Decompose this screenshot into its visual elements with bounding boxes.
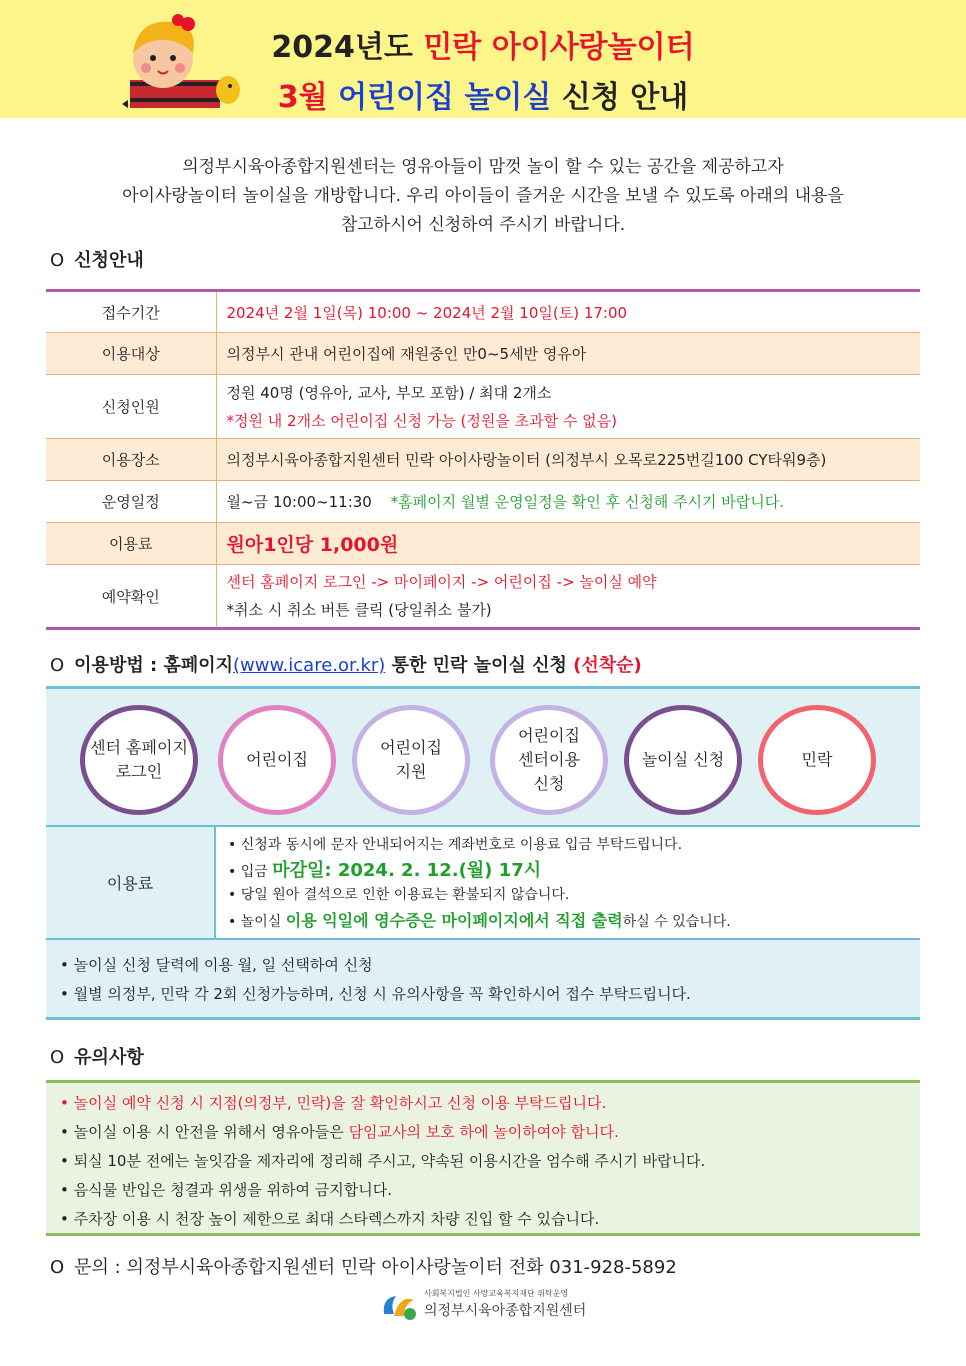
step-text: 어린이집 (246, 750, 308, 769)
caution-item: • 주차장 이용 시 천장 높이 제한으로 최대 스타렉스까지 차량 진입 할 수 있습니다. (60, 1210, 600, 1228)
banner-place: 민락 아이사랑놀이터 (423, 30, 695, 65)
row-value: 정원 40명 (영유아, 교사, 부모 포함) / 최대 2개소 (226, 383, 552, 402)
step-minrak (758, 705, 876, 815)
table-row (46, 333, 920, 375)
fee-item: • 당일 원아 결석으로 인한 이용료는 환불되지 않습니다. (228, 887, 570, 903)
application-heading-text: 신청안내 (74, 250, 144, 271)
row-label: 이용장소 (46, 439, 216, 481)
logo-subtitle: 사회복지법인 사랑교육복지재단 위탁운영 (424, 1289, 569, 1298)
row-label: 접수기간 (46, 291, 216, 333)
banner-title-line1 (0, 22, 966, 66)
table-row (46, 565, 920, 629)
contact-line (50, 1253, 677, 1279)
method-notes (60, 951, 691, 1009)
fee-item (228, 858, 920, 883)
step-playroom-apply (624, 705, 742, 815)
step-text: 센터이용 (518, 750, 580, 769)
step-login (80, 705, 198, 815)
banner-suffix: 신청 안내 (561, 80, 689, 115)
method-heading-prefix: 이용방법 : 홈페이지 (74, 655, 234, 676)
row-value-note: *취소 시 취소 버튼 클릭 (당일취소 불가) (226, 601, 492, 619)
caution-item-highlight: 담임교사의 보호 하에 놀이하여야 합니다. (348, 1123, 619, 1141)
caution-item (60, 1118, 920, 1147)
row-value: 원아1인당 1,000원 (216, 523, 920, 565)
method-note: • 놀이실 신청 달력에 이용 월, 일 선택하여 신청 (60, 956, 373, 974)
caution-heading (50, 1043, 144, 1069)
banner-month: 3월 (277, 80, 328, 115)
step-center-apply (490, 705, 608, 815)
row-label: 이용료 (46, 523, 216, 565)
fee-deadline: 마감일: 2024. 2. 12.(월) 17시 (272, 860, 542, 881)
fee-item: • 신청과 동시에 문자 안내되어지는 계좌번호로 이용료 입금 부탁드립니다. (228, 837, 683, 853)
banner-year: 2024년도 (271, 30, 413, 65)
step-text: 민락 (801, 750, 833, 769)
table-row (46, 523, 920, 565)
step-text: 어린이집 (380, 738, 442, 757)
table-row (46, 291, 920, 333)
fee-row (46, 827, 920, 940)
caution-item: • 놀이실 예약 신청 시 지점(의정부, 민락)을 잘 확인하시고 신청 이용 부탁드립니다. (60, 1094, 607, 1112)
fee-label: 이용료 (46, 827, 216, 938)
row-value: 센터 홈페이지 로그인 -> 마이페이지 -> 어린이집 -> 놀이실 예약 (226, 573, 657, 591)
method-note: • 월별 의정부, 민락 각 2회 신청가능하며, 신청 시 유의사항을 꼭 확인하시어 접수 부탁드립니다. (60, 985, 691, 1003)
step-text: 어린이집 (518, 726, 580, 745)
row-value: 2024년 2월 1일(목) 10:00 ~ 2024년 2월 10일(토) 17:00 (216, 291, 920, 333)
table-row (46, 375, 920, 439)
center-logo-icon (380, 1290, 420, 1322)
row-value: 월~금 10:00~11:30 (226, 493, 372, 511)
application-heading (50, 246, 144, 272)
row-label: 이용대상 (46, 333, 216, 375)
row-value-cell (216, 565, 920, 629)
banner-program: 어린이집 놀이실 (338, 80, 552, 115)
fee-item-prefix: • 놀이실 (228, 914, 286, 930)
step-text: 지원 (395, 762, 427, 781)
step-text: 놀이실 신청 (641, 750, 725, 769)
logo-name: 의정부시육아종합지원센터 (424, 1303, 587, 1319)
homepage-link[interactable]: (www.icare.or.kr) (233, 655, 386, 676)
step-text: 로그인 (115, 762, 163, 781)
caution-box (46, 1080, 920, 1236)
row-value-note: *정원 내 2개소 어린이집 신청 가능 (정원을 초과할 수 없음) (226, 411, 617, 430)
row-label: 운영일정 (46, 481, 216, 523)
contact-text: 문의 : 의정부시육아종합지원센터 민락 아이사랑놀이터 전화 031-928-5892 (74, 1257, 677, 1278)
caution-item: • 퇴실 10분 전에는 놀잇감을 제자리에 정리해 주시고, 약속된 이용시간을 엄수해 주시기 바랍니다. (60, 1152, 706, 1170)
fee-item-prefix: • 입금 (228, 864, 273, 880)
method-heading-middle: 통한 민락 놀이실 신청 (385, 655, 574, 676)
banner-title-line2 (0, 72, 966, 116)
intro-line3: 참고하시어 신청하여 주시기 바랍니다. (340, 215, 626, 235)
method-heading-note: (선착순) (573, 655, 642, 676)
row-label: 신청인원 (46, 375, 216, 439)
bullet-circle: O (50, 655, 65, 676)
method-heading (50, 651, 642, 677)
bullet-circle: O (50, 1047, 65, 1068)
caution-heading-text: 유의사항 (74, 1047, 144, 1068)
step-text: 센터 홈페이지 (90, 738, 188, 757)
table-row (46, 439, 920, 481)
center-logo (380, 1286, 600, 1326)
step-daycare (218, 705, 336, 815)
row-value: 의정부시육아종합지원센터 민락 아이사랑놀이터 (의정부시 오목로225번길100 CY타워9층) (216, 439, 920, 481)
step-text: 신청 (533, 774, 565, 793)
fee-receipt-note: 이용 익일에 영수증은 마이페이지에서 직접 출력 (285, 911, 623, 930)
intro-text (40, 153, 926, 240)
row-value-note: *홈페이지 월별 운영일정을 확인 후 신청해 주시기 바랍니다. (390, 493, 785, 511)
row-value-cell (216, 375, 920, 439)
title-banner (0, 0, 966, 118)
fee-item (228, 908, 920, 933)
table-row (46, 481, 920, 523)
step-support (352, 705, 470, 815)
caution-item: • 음식물 반입은 청결과 위생을 위하여 금지합니다. (60, 1181, 393, 1199)
application-table (46, 289, 920, 630)
step-flow (46, 689, 920, 827)
row-value: 의정부시 관내 어린이집에 재원중인 만0~5세반 영유아 (216, 333, 920, 375)
row-label: 예약확인 (46, 565, 216, 629)
caution-item-prefix: • 놀이실 이용 시 안전을 위해서 영유아들은 (60, 1123, 349, 1141)
intro-line1: 의정부시육아종합지원센터는 영유아들이 맘껏 놀이 할 수 있는 공간을 제공하고자 (182, 157, 784, 177)
bullet-circle: O (50, 250, 65, 271)
method-box (46, 686, 920, 1020)
bullet-circle: O (50, 1257, 65, 1278)
fee-item-suffix: 하실 수 있습니다. (622, 914, 731, 930)
intro-line2: 아이사랑놀이터 놀이실을 개방합니다. 우리 아이들이 즐거운 시간을 보낼 수 있도록 아래의 내용을 (122, 186, 844, 206)
fee-items (216, 827, 920, 938)
row-value-cell (216, 481, 920, 523)
